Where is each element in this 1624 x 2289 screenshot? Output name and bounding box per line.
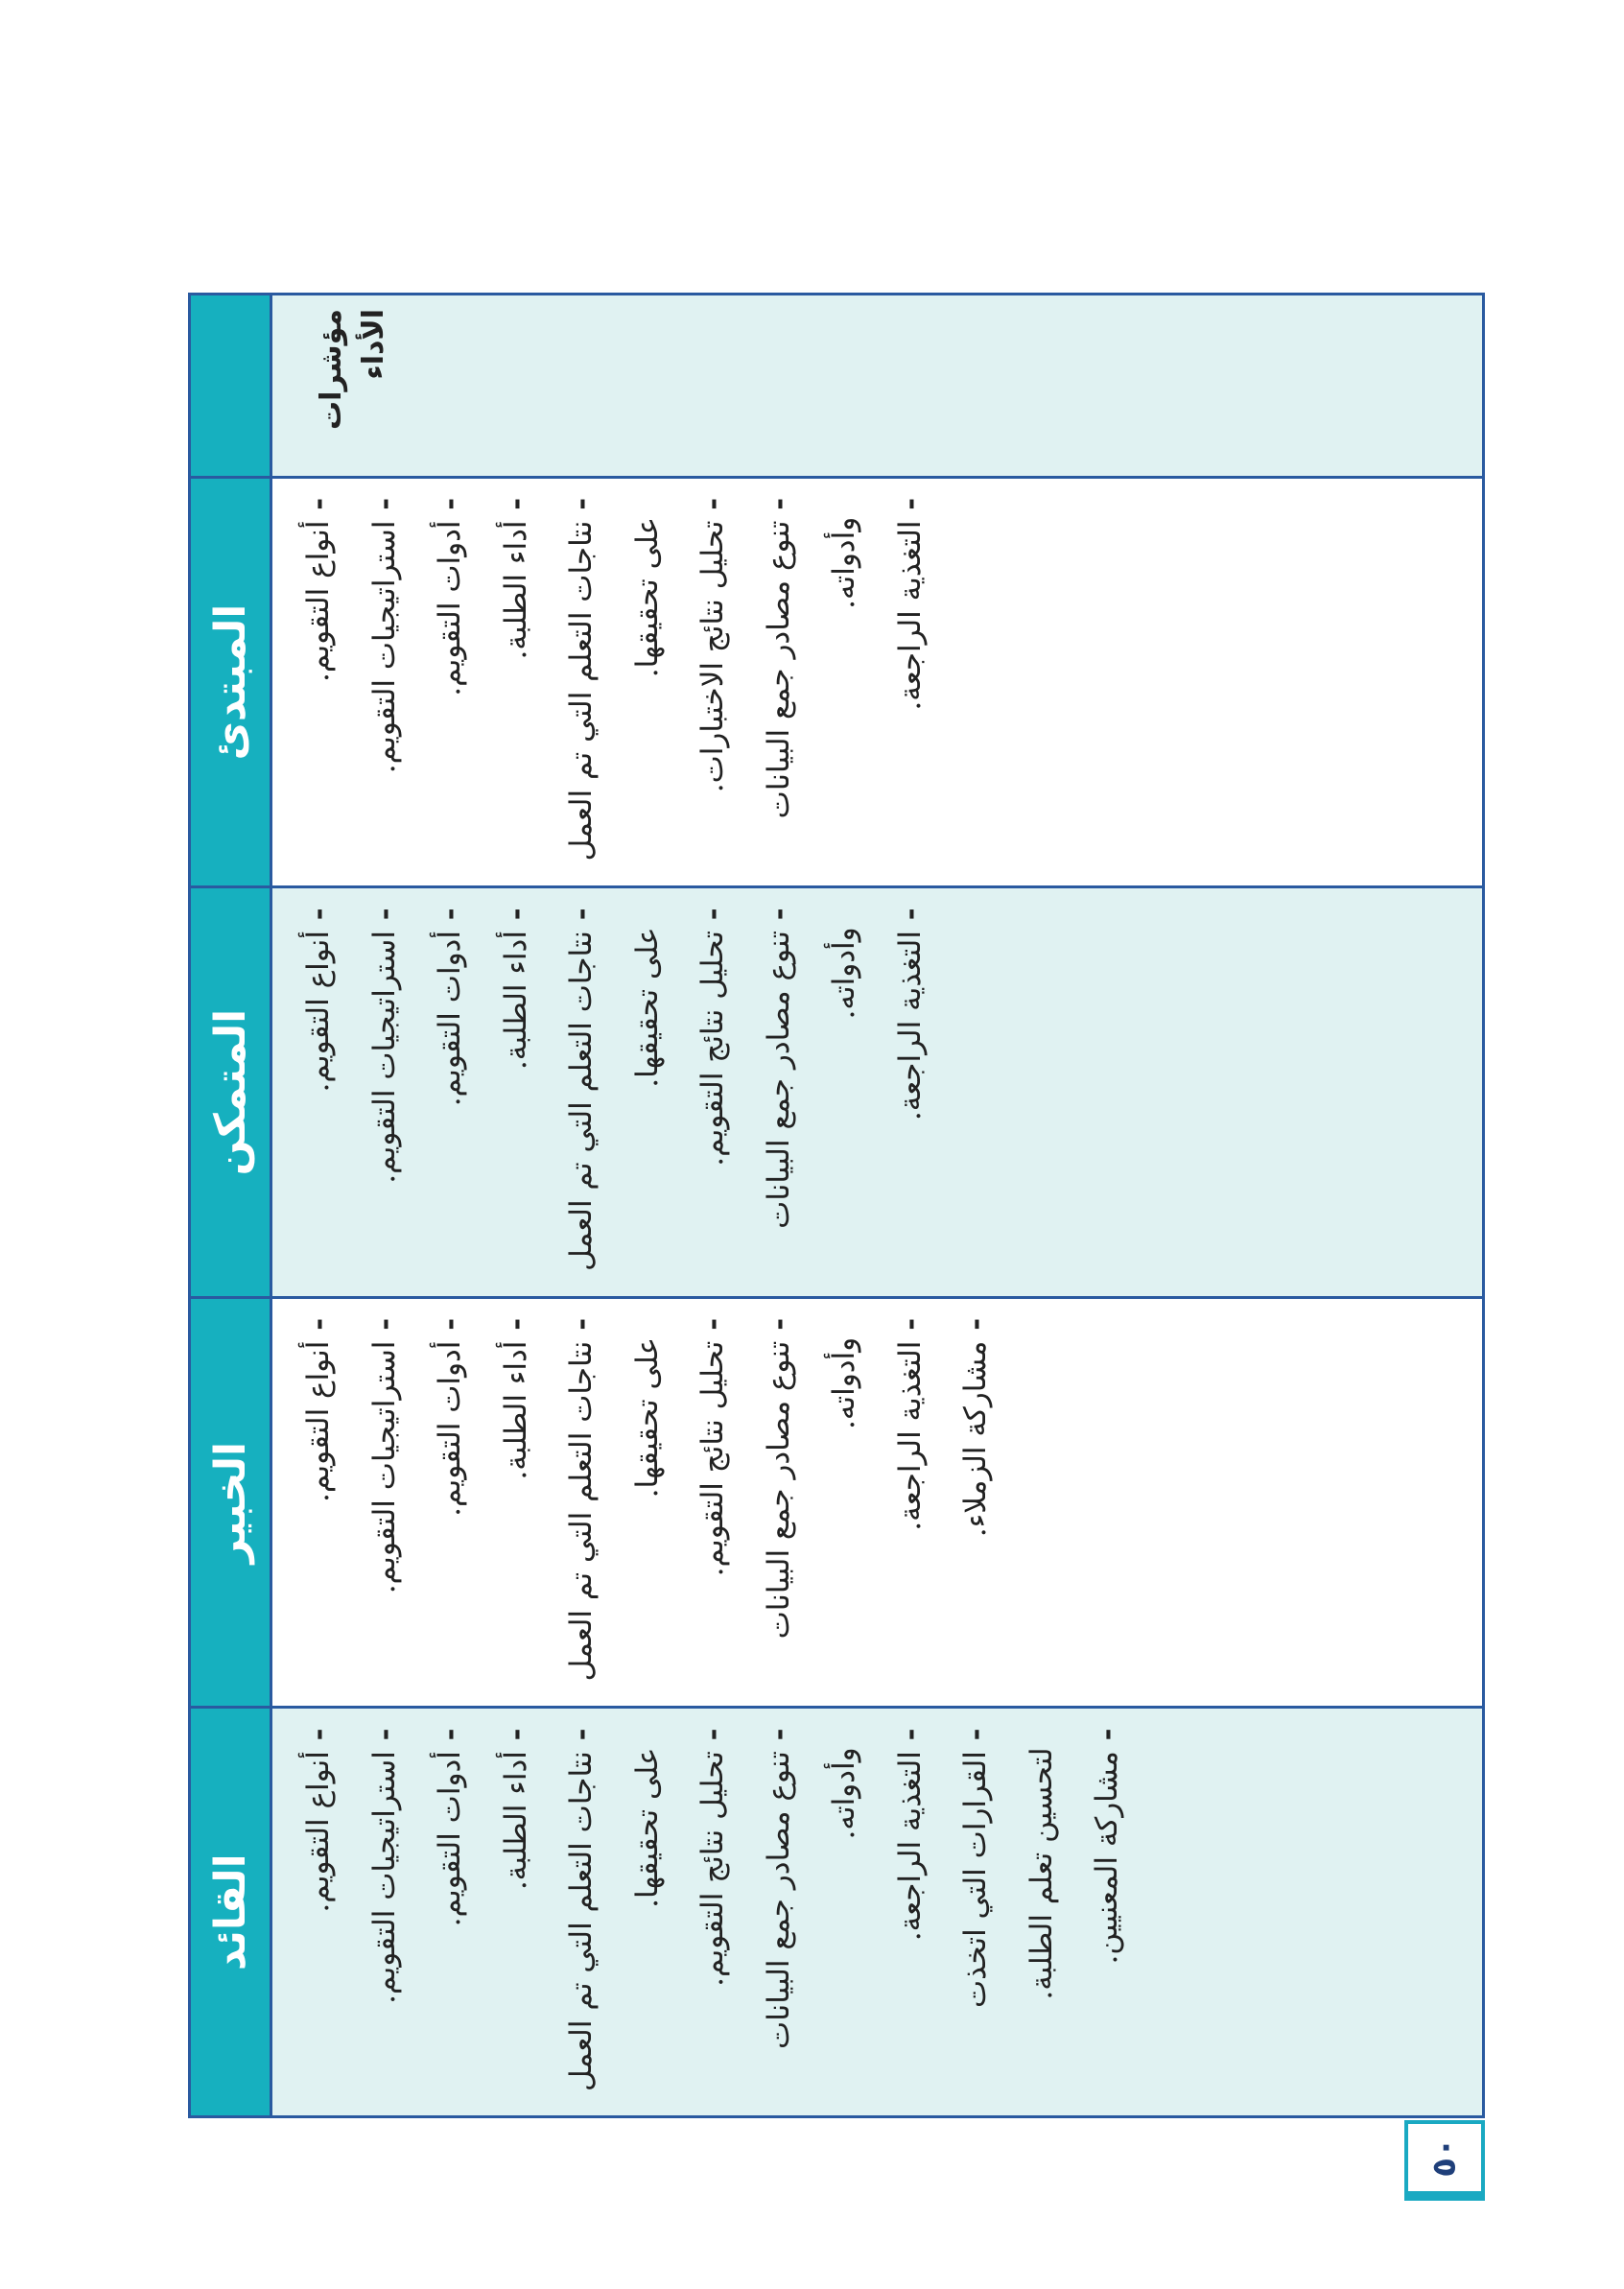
list-item-continuation: لتحسين تعلم الطلبة. <box>1024 1747 1059 2000</box>
row-label-performance-indicators: مؤشرات الأداء <box>272 295 1482 479</box>
list-item: - استراتيجيات التقويم. <box>366 908 402 1184</box>
list-item: - أداء الطلبة. <box>498 908 533 1071</box>
list-item: - التغذية الراجعة. <box>892 908 928 1121</box>
page-number-badge <box>1404 2120 1485 2201</box>
list-item: - أداء الطلبة. <box>498 1317 533 1480</box>
list-item: - أدوات التقويم. <box>433 497 467 696</box>
list-item: - أنواع التقويم. <box>301 908 336 1093</box>
list-item: - التغذية الراجعة. <box>892 497 928 711</box>
list-item: - نتاجات التعلم التي تم العمل <box>564 908 599 1271</box>
header-level-expert: الخبير <box>191 1299 270 1710</box>
list-item: - أدوات التقويم. <box>433 1728 467 1927</box>
list-item: - تحليل نتائج الاختبارات. <box>695 497 730 793</box>
list-item: - أنواع التقويم. <box>301 1728 336 1913</box>
list-item: - استراتيجيات التقويم. <box>366 1728 402 2004</box>
table-header-row <box>191 295 272 2115</box>
column-beginner <box>272 479 1482 889</box>
list-item: - أنواع التقويم. <box>301 497 336 682</box>
list-item: - تنوع مصادر جمع البيانات <box>761 1317 796 1640</box>
list-item-continuation: على تحقيقها. <box>629 1747 665 1908</box>
list-item-continuation: على تحقيقها. <box>629 516 665 678</box>
list-item: - تحليل نتائج التقويم. <box>695 1728 730 1987</box>
list-item: - تحليل نتائج التقويم. <box>695 1317 730 1577</box>
list-item: - أداء الطلبة. <box>498 497 533 660</box>
list-item-continuation: على تحقيقها. <box>629 1336 665 1498</box>
list-item-continuation: وأدواته. <box>827 927 861 1020</box>
header-level-leader: القائد <box>205 1853 255 1971</box>
list-item: - نتاجات التعلم التي تم العمل <box>564 497 599 861</box>
list-item: - تنوع مصادر جمع البيانات <box>761 1728 796 2049</box>
header-level-proficient: المتمكن <box>191 888 270 1299</box>
list-item: - مشاركة المعنيين. <box>1090 1728 1124 1965</box>
list-item: - القرارات التي اتخذت <box>958 1728 993 2009</box>
list-item: - أداء الطلبة. <box>498 1728 533 1891</box>
list-item: - تحليل نتائج التقويم. <box>695 908 730 1167</box>
column-leader <box>272 1709 1482 2115</box>
list-item: - تنوع مصادر جمع البيانات <box>761 908 796 1229</box>
list-item: - استراتيجيات التقويم. <box>366 497 402 774</box>
list-item: - تنوع مصادر جمع البيانات <box>761 497 796 819</box>
header-level-beginner: المبتدئ <box>191 479 270 889</box>
list-item-continuation: وأدواته. <box>827 1336 861 1429</box>
list-item: - مشاركة الزملاء. <box>958 1317 993 1538</box>
list-item: - التغذية الراجعة. <box>892 1317 928 1531</box>
column-expert <box>272 1299 1482 1710</box>
list-item: - أنواع التقويم. <box>301 1317 336 1503</box>
page-number: ٥٠ <box>1424 2137 1464 2178</box>
list-item: - أدوات التقويم. <box>433 908 467 1107</box>
column-proficient <box>272 888 1482 1299</box>
list-item-continuation: وأدواته. <box>827 516 861 609</box>
list-item-continuation: وأدواته. <box>827 1747 861 1840</box>
table-body-row <box>272 295 1482 2115</box>
list-item-continuation: على تحقيقها. <box>629 927 665 1088</box>
header-label-cell <box>191 295 270 479</box>
list-item: - نتاجات التعلم التي تم العمل <box>564 1317 599 1682</box>
list-item: - التغذية الراجعة. <box>892 1728 928 1942</box>
list-item: - نتاجات التعلم التي تم العمل <box>564 1728 599 2091</box>
list-item: - استراتيجيات التقويم. <box>366 1317 402 1594</box>
list-item: - أدوات التقويم. <box>433 1317 467 1517</box>
performance-indicators-table <box>188 293 1485 2118</box>
